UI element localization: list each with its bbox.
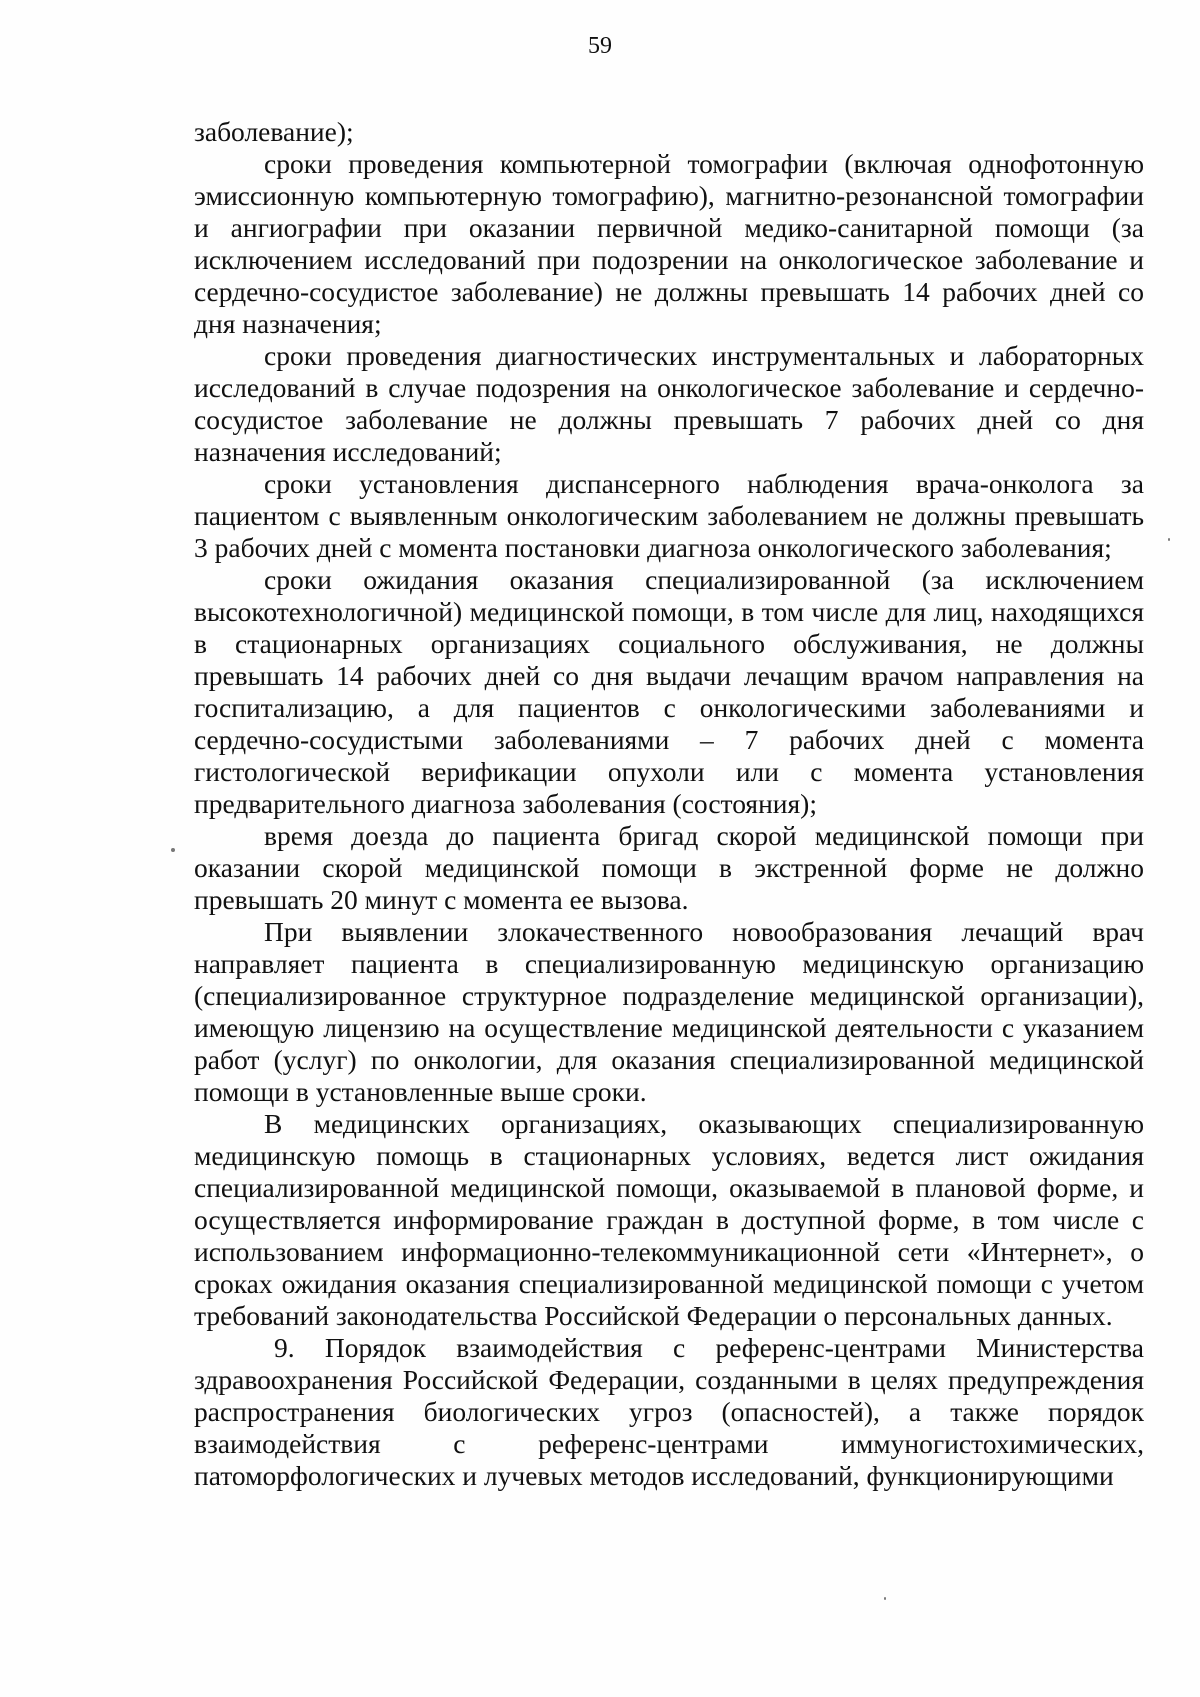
page-number: 59 [588,33,612,59]
paragraph-ct-mri-timing: сроки проведения компьютерной томографии (включая однофотонную эмиссионную компьютерную томографию), магнитно-резонансной томографии и ангиографии при оказании первичной медико-санитарной помощи (за исключением исследований при подозрении на онкологическое заболевание и сердечно-сосудистое заболевание) не должны превышать 14 рабочих дней со дня назначения; [194,148,1144,339]
paragraph-continuation: заболевание); [194,116,354,147]
scan-speck [1168,538,1170,541]
document-body [194,116,1144,1492]
section-9-heading: 9. Порядок взаимодействия с референс-центрами Министерства здравоохранения Российской Федерации, созданными в целях предупреждения распространения биологических угроз (опасностей), а также порядок взаимодействия с референс-центрами иммуногистохимических, патоморфологических и лучевых методов исследований, функционирующими [194,1332,1144,1491]
scan-speck [171,848,175,852]
paragraph-waiting-list: В медицинских организациях, оказывающих специализированную медицинскую помощь в стационарных условиях, ведется лист ожидания специализированной медицинской помощи, оказываемой в плановой форме, и осуществляется информирование граждан в доступной форме, в том числе с использованием информационно-телекоммуникационной сети «Интернет», о сроках ожидания оказания специализированной медицинской помощи с учетом требований законодательства Российской Федерации о персональных данных. [194,1108,1144,1331]
paragraph-specialized-care-timing: сроки ожидания оказания специализированной (за исключением высокотехнологичной) медицинской помощи, в том числе для лиц, находящихся в стационарных организациях социального обслуживания, не должны превышать 14 рабочих дней со дня выдачи лечащим врачом направления на госпитализацию, а для пациентов с онкологическими заболеваниями и сердечно-сосудистыми заболеваниями – 7 рабочих дней с момента гистологической верификации опухоли или с момента установления предварительного диагноза заболевания (состояния); [194,564,1144,819]
paragraph-diagnostic-timing: сроки проведения диагностических инструментальных и лабораторных исследований в случае подозрения на онкологическое заболевание и сердечно-сосудистое заболевание не должны превышать 7 рабочих дней со дня назначения исследований; [194,340,1144,467]
paragraph-malignant-referral: При выявлении злокачественного новообразования лечащий врач направляет пациента в специализированную медицинскую организацию (специализированное структурное подразделение медицинской организации), имеющую лицензию на осуществление медицинской деятельности с указанием работ (услуг) по онкологии, для оказания специализированной медицинской помощи в установленные выше сроки. [194,916,1144,1107]
paragraph-ambulance-arrival: время доезда до пациента бригад скорой медицинской помощи при оказании скорой медицинской помощи в экстренной форме не должно превышать 20 минут с момента ее вызова. [194,820,1144,915]
paragraph-oncologist-observation: сроки установления диспансерного наблюдения врача-онколога за пациентом с выявленным онкологическим заболеванием не должны превышать 3 рабочих дней с момента постановки диагноза онкологического заболевания; [194,468,1144,563]
scan-speck [884,1597,886,1600]
